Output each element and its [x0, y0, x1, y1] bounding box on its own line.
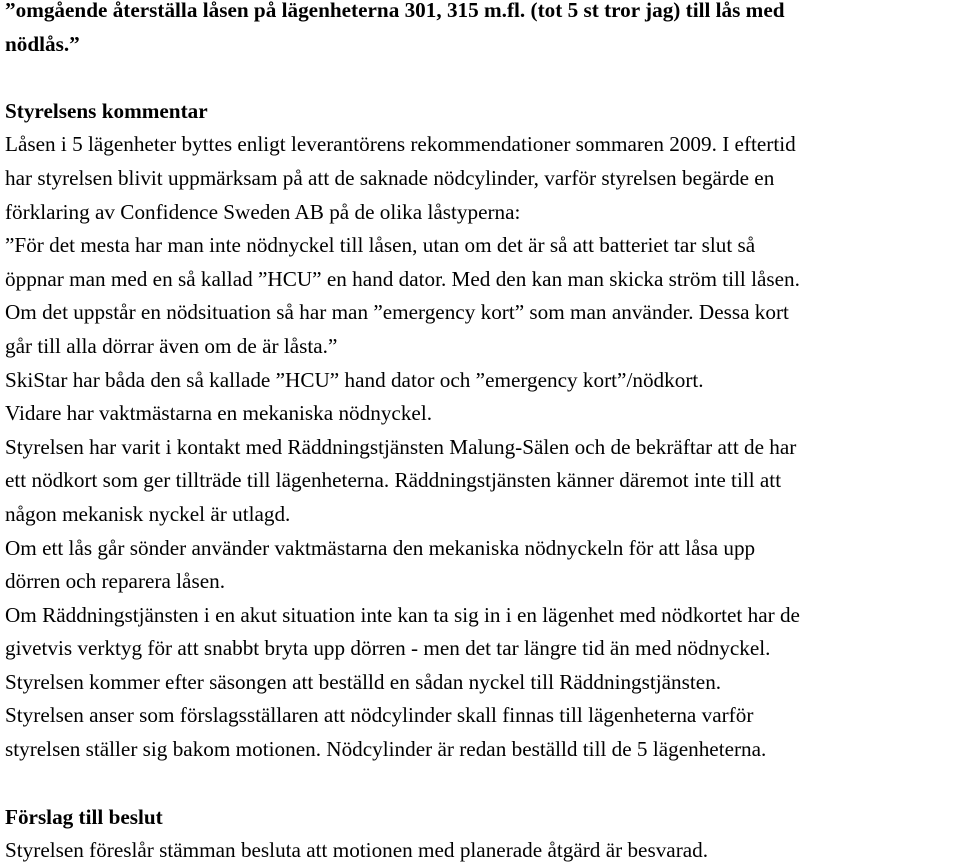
motion-quote-line: nödlås.”	[5, 31, 80, 56]
body-line: Låsen i 5 lägenheter byttes enligt leverantörens rekommendationer sommaren 2009. I eftertid	[5, 132, 796, 157]
paragraph-spacer	[5, 61, 957, 95]
body-line: Styrelsen har varit i kontakt med Räddningstjänsten Malung-Sälen och de bekräftar att de har	[5, 434, 797, 459]
body-line: Om ett lås går sönder använder vaktmästarna den mekaniska nödnyckeln för att låsa upp	[5, 535, 756, 560]
document-body	[5, 0, 957, 868]
body-line: ”För det mesta har man inte nödnyckel till låsen, utan om det är så att batteriet tar slut så	[5, 233, 756, 258]
body-line: Om Räddningstjänsten i en akut situation inte kan ta sig in i en lägenhet med nödkortet har de	[5, 602, 800, 627]
motion-quote	[5, 0, 957, 61]
body-line: har styrelsen blivit uppmärksam på att de saknade nödcylinder, varför styrelsen begärde en	[5, 165, 775, 190]
motion-quote-line: ”omgående återställa låsen på lägenheterna 301, 315 m.fl. (tot 5 st tror jag) till lås med	[5, 0, 785, 22]
body-line: Styrelsen anser som förslagsställaren att nödcylinder skall finnas till lägenheterna varför	[5, 703, 754, 728]
body-line: styrelsen ställer sig bakom motionen. Nödcylinder är redan beställd till de 5 lägenheterna.	[5, 737, 767, 762]
body-line: SkiStar har båda den så kallade ”HCU” hand dator och ”emergency kort”/nödkort.	[5, 367, 704, 392]
body-line: någon mekanisk nyckel är utlagd.	[5, 501, 291, 526]
body-line: dörren och reparera låsen.	[5, 569, 225, 594]
body-line: öppnar man med en så kallad ”HCU” en hand dator. Med den kan man skicka ström till låsen.	[5, 266, 800, 291]
body-line: ett nödkort som ger tillträde till lägenheterna. Räddningstjänsten känner däremot inte till att	[5, 468, 782, 493]
board-comment-heading: Styrelsens kommentar	[5, 98, 208, 123]
body-line: Styrelsen kommer efter säsongen att beställd en sådan nyckel till Räddningstjänsten.	[5, 669, 722, 694]
body-line: går till alla dörrar även om de är låsta.”	[5, 333, 338, 358]
paragraph-spacer	[5, 767, 957, 801]
body-line: Vidare har vaktmästarna en mekaniska nödnyckel.	[5, 401, 433, 426]
body-line: Om det uppstår en nödsituation så har man ”emergency kort” som man använder. Dessa kort	[5, 300, 789, 325]
board-comment-section	[5, 95, 957, 767]
proposal-heading: Förslag till beslut	[5, 804, 163, 829]
body-line: förklaring av Confidence Sweden AB på de olika låstyperna:	[5, 199, 521, 224]
proposal-text: Styrelsen föreslår stämman besluta att motionen med planerade åtgärd är besvarad.	[5, 838, 709, 863]
proposal-section	[5, 801, 957, 868]
body-line: givetvis verktyg för att snabbt bryta upp dörren - men det tar längre tid än med nödnyckel.	[5, 636, 771, 661]
